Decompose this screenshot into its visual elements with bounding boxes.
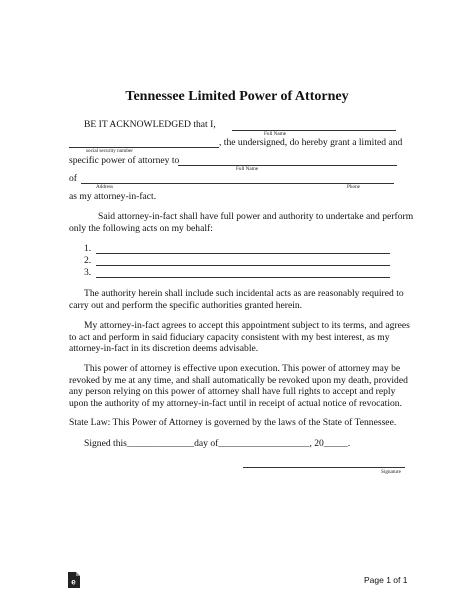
paragraph-line: revoked by me at any time, and shall automatically be revoked upon my death, provided [69,374,408,386]
paragraph-line: The authority herein shall include such incidental acts as are reasonably required to [84,288,404,299]
svg-text:e: e [71,577,76,587]
full-name-field[interactable] [232,130,396,131]
signature-field[interactable] [243,467,405,468]
state-law-text: State Law: This Power of Attorney is governed by the laws of the State of Tennessee. [69,417,397,428]
paragraph-line: attorney-in-fact in its discretion deems advisable. [69,343,259,355]
paragraph-line: My attorney-in-fact agrees to accept this appointment subject to its terms, and agrees [84,320,410,331]
paragraph-line: upon the authority of my attorney-in-fact until in receipt of actual notice of revocation. [69,397,402,409]
ssn-caption: social security number [86,148,133,154]
attorney-name-caption: Full Name [236,166,259,172]
act-2-field[interactable] [96,265,390,266]
full-name-caption: Full Name [264,131,287,137]
ack-line5: as my attorney-in-fact. [69,191,157,202]
acts-paragraph [69,211,414,234]
eforms-logo-icon [67,572,80,588]
ack-line2-end: , the undersigned, do hereby grant a limited and [219,137,403,148]
ack-line-start: BE IT ACKNOWLEDGED that I, [84,119,216,130]
ack-line3: specific power of attorney to [69,155,180,166]
paragraph-line: any person relying on this power of attorney shall have full rights to accept and reply [69,386,396,398]
act-3-field[interactable] [96,277,390,278]
act-number-1: 1. [84,243,92,254]
incidental-paragraph [69,288,409,311]
act-number-3: 3. [84,267,92,278]
of-label: of [69,173,77,184]
paragraph-line: Said attorney-in-fact shall have full power and authority to undertake and perform [98,211,414,222]
signed-date-line[interactable]: Signed this______________day of___________________, 20_____. [84,438,351,449]
signature-caption: Signature [381,469,401,475]
acceptance-paragraph [69,320,409,355]
phone-caption: Phone [347,184,360,190]
address-caption: Address [96,184,114,190]
page-number: Page 1 of 1 [364,575,408,585]
paragraph-line: to act and perform in said fiduciary capacity consistent with my best interest, as my [69,331,390,343]
attorney-name-field[interactable] [178,165,397,166]
paragraph-line: This power of attorney is effective upon execution. This power of attorney may be [84,363,401,374]
paragraph-line: only the following acts on my behalf: [69,222,213,234]
act-number-2: 2. [84,255,92,266]
effective-paragraph [69,363,409,409]
document-title: Tennessee Limited Power of Attorney [125,89,349,104]
paragraph-line: carry out and perform the specific authorities granted herein. [69,299,303,311]
act-1-field[interactable] [96,253,390,254]
